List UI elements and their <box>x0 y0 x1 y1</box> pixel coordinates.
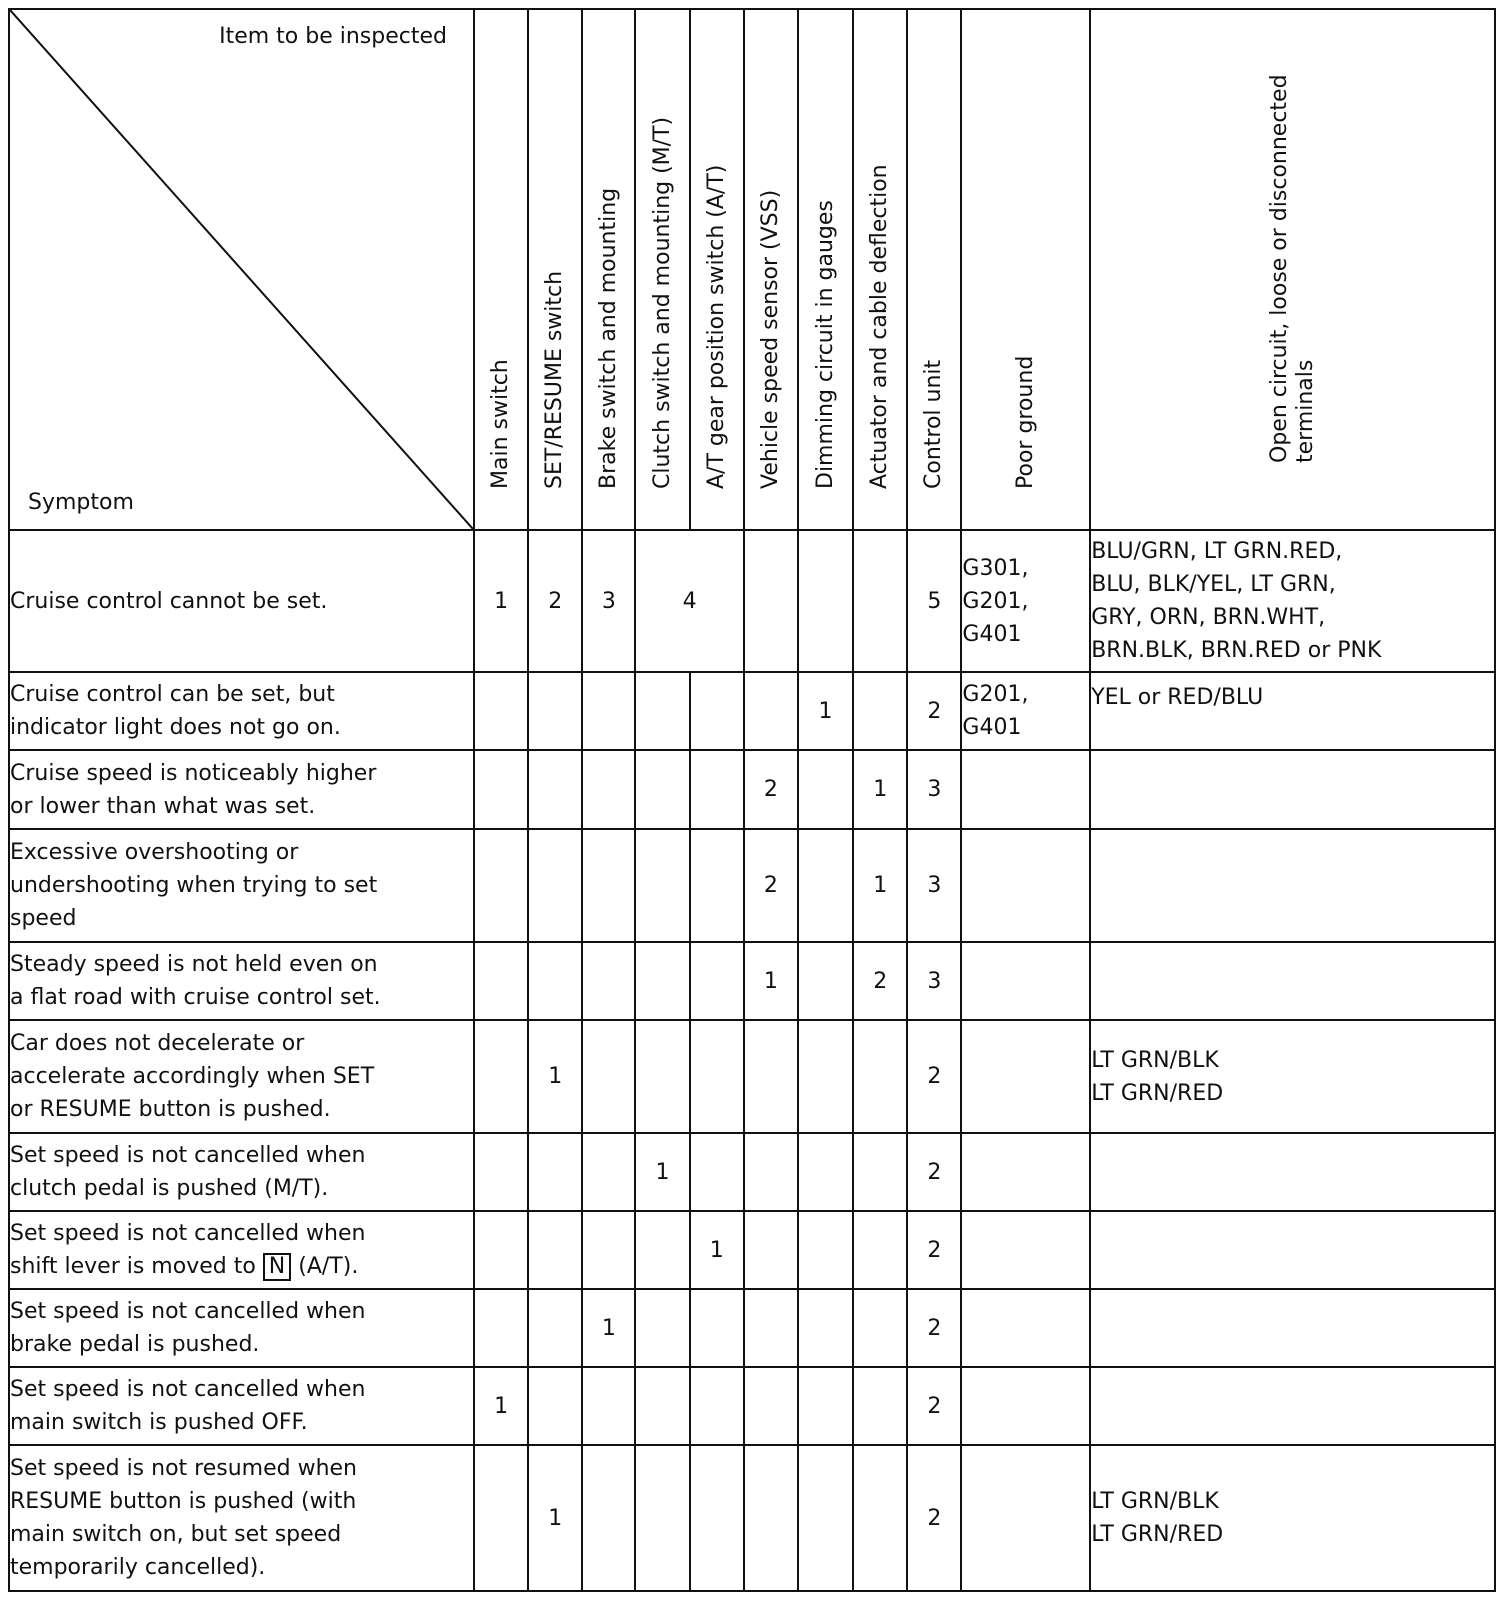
symptom-header-label: Symptom <box>28 490 134 515</box>
col-header-vehicle-speed-sensor: Vehicle speed sensor (VSS) <box>744 9 798 530</box>
vss-cell: 2 <box>744 829 798 942</box>
open-circuit-cell <box>1090 1367 1495 1445</box>
vss-cell <box>744 1367 798 1445</box>
open-circuit-cell <box>1090 1289 1495 1367</box>
control-unit-cell: 2 <box>907 1020 961 1133</box>
symptom-cell: Set speed is not cancelled when clutch pedal is pushed (M/T). <box>9 1133 474 1211</box>
clutch-cell <box>635 1445 689 1591</box>
header-row <box>9 9 1495 530</box>
poor-ground-cell <box>961 1367 1090 1445</box>
control-unit-cell: 3 <box>907 829 961 942</box>
brake-cell <box>582 1445 635 1591</box>
at-gear-cell <box>690 1367 744 1445</box>
set-resume-cell: 1 <box>528 1020 582 1133</box>
main-switch-cell <box>474 750 528 829</box>
actuator-cell: 2 <box>853 942 907 1020</box>
clutch-cell <box>635 1367 689 1445</box>
symptom-cell: Car does not decelerate or accelerate accordingly when SET or RESUME button is pushed. <box>9 1020 474 1133</box>
actuator-cell <box>853 530 907 672</box>
clutch-at-merged-cell: 4 <box>635 530 743 672</box>
actuator-cell: 1 <box>853 750 907 829</box>
vss-cell <box>744 1020 798 1133</box>
dimming-cell: 1 <box>798 672 853 750</box>
clutch-cell: 1 <box>635 1133 689 1211</box>
actuator-cell <box>853 1445 907 1591</box>
clutch-cell <box>635 1289 689 1367</box>
symptom-cell: Cruise control cannot be set. <box>9 530 474 672</box>
actuator-cell <box>853 1289 907 1367</box>
main-switch-cell <box>474 1020 528 1133</box>
col-header-brake-switch: Brake switch and mounting <box>582 9 635 530</box>
actuator-cell <box>853 1367 907 1445</box>
actuator-cell <box>853 1133 907 1211</box>
symptom-cell: Set speed is not cancelled when main switch is pushed OFF. <box>9 1367 474 1445</box>
actuator-cell: 1 <box>853 829 907 942</box>
brake-cell: 3 <box>582 530 635 672</box>
table-row <box>9 672 1495 750</box>
at-gear-cell <box>690 1020 744 1133</box>
clutch-cell <box>635 1211 689 1289</box>
vss-cell <box>744 672 798 750</box>
item-to-be-inspected-label: Item to be inspected <box>219 24 447 49</box>
troubleshooting-chart <box>8 8 1496 1592</box>
control-unit-cell: 5 <box>907 530 961 672</box>
table-row <box>9 1445 1495 1591</box>
control-unit-cell: 3 <box>907 942 961 1020</box>
poor-ground-cell <box>961 829 1090 942</box>
at-gear-cell <box>690 829 744 942</box>
table-row <box>9 750 1495 829</box>
poor-ground-cell <box>961 1211 1090 1289</box>
set-resume-cell <box>528 1289 582 1367</box>
open-circuit-cell: LT GRN/BLK LT GRN/RED <box>1090 1020 1495 1133</box>
table-row <box>9 942 1495 1020</box>
main-switch-cell <box>474 829 528 942</box>
poor-ground-cell <box>961 1445 1090 1591</box>
control-unit-cell: 2 <box>907 1211 961 1289</box>
poor-ground-cell <box>961 750 1090 829</box>
vss-cell <box>744 1289 798 1367</box>
main-switch-cell <box>474 1289 528 1367</box>
clutch-cell <box>635 942 689 1020</box>
main-switch-cell <box>474 1445 528 1591</box>
dimming-cell <box>798 1289 853 1367</box>
main-switch-cell: 1 <box>474 530 528 672</box>
brake-cell: 1 <box>582 1289 635 1367</box>
col-header-at-gear-switch: A/T gear position switch (A/T) <box>690 9 744 530</box>
col-header-set-resume-switch: SET/RESUME switch <box>528 9 582 530</box>
corner-header-cell <box>9 9 474 530</box>
col-header-clutch-switch: Clutch switch and mounting (M/T) <box>635 9 689 530</box>
poor-ground-cell <box>961 1133 1090 1211</box>
clutch-cell <box>635 1020 689 1133</box>
actuator-cell <box>853 1020 907 1133</box>
set-resume-cell <box>528 1211 582 1289</box>
clutch-cell <box>635 750 689 829</box>
open-circuit-cell <box>1090 1211 1495 1289</box>
brake-cell <box>582 672 635 750</box>
table-row <box>9 829 1495 942</box>
set-resume-cell: 2 <box>528 530 582 672</box>
vss-cell <box>744 1211 798 1289</box>
col-header-open-circuit: Open circuit, loose or disconnected terminals <box>1090 9 1495 530</box>
set-resume-cell <box>528 672 582 750</box>
table-row <box>9 530 1495 672</box>
open-circuit-cell <box>1090 1133 1495 1211</box>
col-header-poor-ground: Poor ground <box>961 9 1090 530</box>
dimming-cell <box>798 1211 853 1289</box>
open-circuit-cell: LT GRN/BLK LT GRN/RED <box>1090 1445 1495 1591</box>
col-header-control-unit: Control unit <box>907 9 961 530</box>
table-row <box>9 1289 1495 1367</box>
open-circuit-cell <box>1090 750 1495 829</box>
symptom-cell: Cruise speed is noticeably higher or lower than what was set. <box>9 750 474 829</box>
table-row <box>9 1133 1495 1211</box>
neutral-position-box: N <box>263 1253 291 1281</box>
main-switch-cell <box>474 1211 528 1289</box>
set-resume-cell <box>528 942 582 1020</box>
symptom-cell: Set speed is not cancelled when shift lever is moved to N (A/T). <box>9 1211 474 1289</box>
poor-ground-cell <box>961 1020 1090 1133</box>
table-row <box>9 1367 1495 1445</box>
col-header-main-switch: Main switch <box>474 9 528 530</box>
brake-cell <box>582 1020 635 1133</box>
vss-cell: 1 <box>744 942 798 1020</box>
brake-cell <box>582 1367 635 1445</box>
at-gear-cell <box>690 750 744 829</box>
open-circuit-cell: BLU/GRN, LT GRN.RED, BLU, BLK/YEL, LT GRN, GRY, ORN, BRN.WHT, BRN.BLK, BRN.RED or PNK <box>1090 530 1495 672</box>
col-header-dimming-circuit: Dimming circuit in gauges <box>798 9 853 530</box>
symptom-cell: Set speed is not resumed when RESUME button is pushed (with main switch on, but set speed temporarily cancelled). <box>9 1445 474 1591</box>
table-row <box>9 1020 1495 1133</box>
dimming-cell <box>798 1367 853 1445</box>
actuator-cell <box>853 672 907 750</box>
control-unit-cell: 2 <box>907 1289 961 1367</box>
main-switch-cell <box>474 942 528 1020</box>
symptom-inspection-table <box>8 8 1496 1592</box>
brake-cell <box>582 829 635 942</box>
poor-ground-cell <box>961 1289 1090 1367</box>
dimming-cell <box>798 530 853 672</box>
dimming-cell <box>798 1133 853 1211</box>
symptom-cell: Steady speed is not held even on a flat road with cruise control set. <box>9 942 474 1020</box>
vss-cell <box>744 530 798 672</box>
symptom-cell: Set speed is not cancelled when brake pedal is pushed. <box>9 1289 474 1367</box>
dimming-cell <box>798 1445 853 1591</box>
at-gear-cell <box>690 672 744 750</box>
table-row <box>9 1211 1495 1289</box>
control-unit-cell: 3 <box>907 750 961 829</box>
open-circuit-cell: YEL or RED/BLU <box>1090 672 1495 750</box>
brake-cell <box>582 1133 635 1211</box>
brake-cell <box>582 750 635 829</box>
at-gear-cell: 1 <box>690 1211 744 1289</box>
brake-cell <box>582 1211 635 1289</box>
col-header-actuator-cable: Actuator and cable deflection <box>853 9 907 530</box>
poor-ground-cell: G301, G201, G401 <box>961 530 1090 672</box>
set-resume-cell <box>528 750 582 829</box>
poor-ground-cell: G201, G401 <box>961 672 1090 750</box>
diagonal-divider <box>10 10 473 529</box>
at-gear-cell <box>690 1445 744 1591</box>
open-circuit-cell <box>1090 942 1495 1020</box>
set-resume-cell <box>528 829 582 942</box>
control-unit-cell: 2 <box>907 1367 961 1445</box>
symptom-cell: Cruise control can be set, but indicator light does not go on. <box>9 672 474 750</box>
control-unit-cell: 2 <box>907 672 961 750</box>
at-gear-cell <box>690 1133 744 1211</box>
control-unit-cell: 2 <box>907 1445 961 1591</box>
vss-cell: 2 <box>744 750 798 829</box>
dimming-cell <box>798 829 853 942</box>
clutch-cell <box>635 829 689 942</box>
vss-cell <box>744 1133 798 1211</box>
poor-ground-cell <box>961 942 1090 1020</box>
open-circuit-cell <box>1090 829 1495 942</box>
dimming-cell <box>798 942 853 1020</box>
dimming-cell <box>798 1020 853 1133</box>
main-switch-cell <box>474 672 528 750</box>
actuator-cell <box>853 1211 907 1289</box>
dimming-cell <box>798 750 853 829</box>
set-resume-cell <box>528 1133 582 1211</box>
at-gear-cell <box>690 1289 744 1367</box>
main-switch-cell <box>474 1133 528 1211</box>
symptom-cell: Excessive overshooting or undershooting when trying to set speed <box>9 829 474 942</box>
at-gear-cell <box>690 942 744 1020</box>
vss-cell <box>744 1445 798 1591</box>
set-resume-cell: 1 <box>528 1445 582 1591</box>
main-switch-cell: 1 <box>474 1367 528 1445</box>
clutch-cell <box>635 672 689 750</box>
set-resume-cell <box>528 1367 582 1445</box>
control-unit-cell: 2 <box>907 1133 961 1211</box>
brake-cell <box>582 942 635 1020</box>
